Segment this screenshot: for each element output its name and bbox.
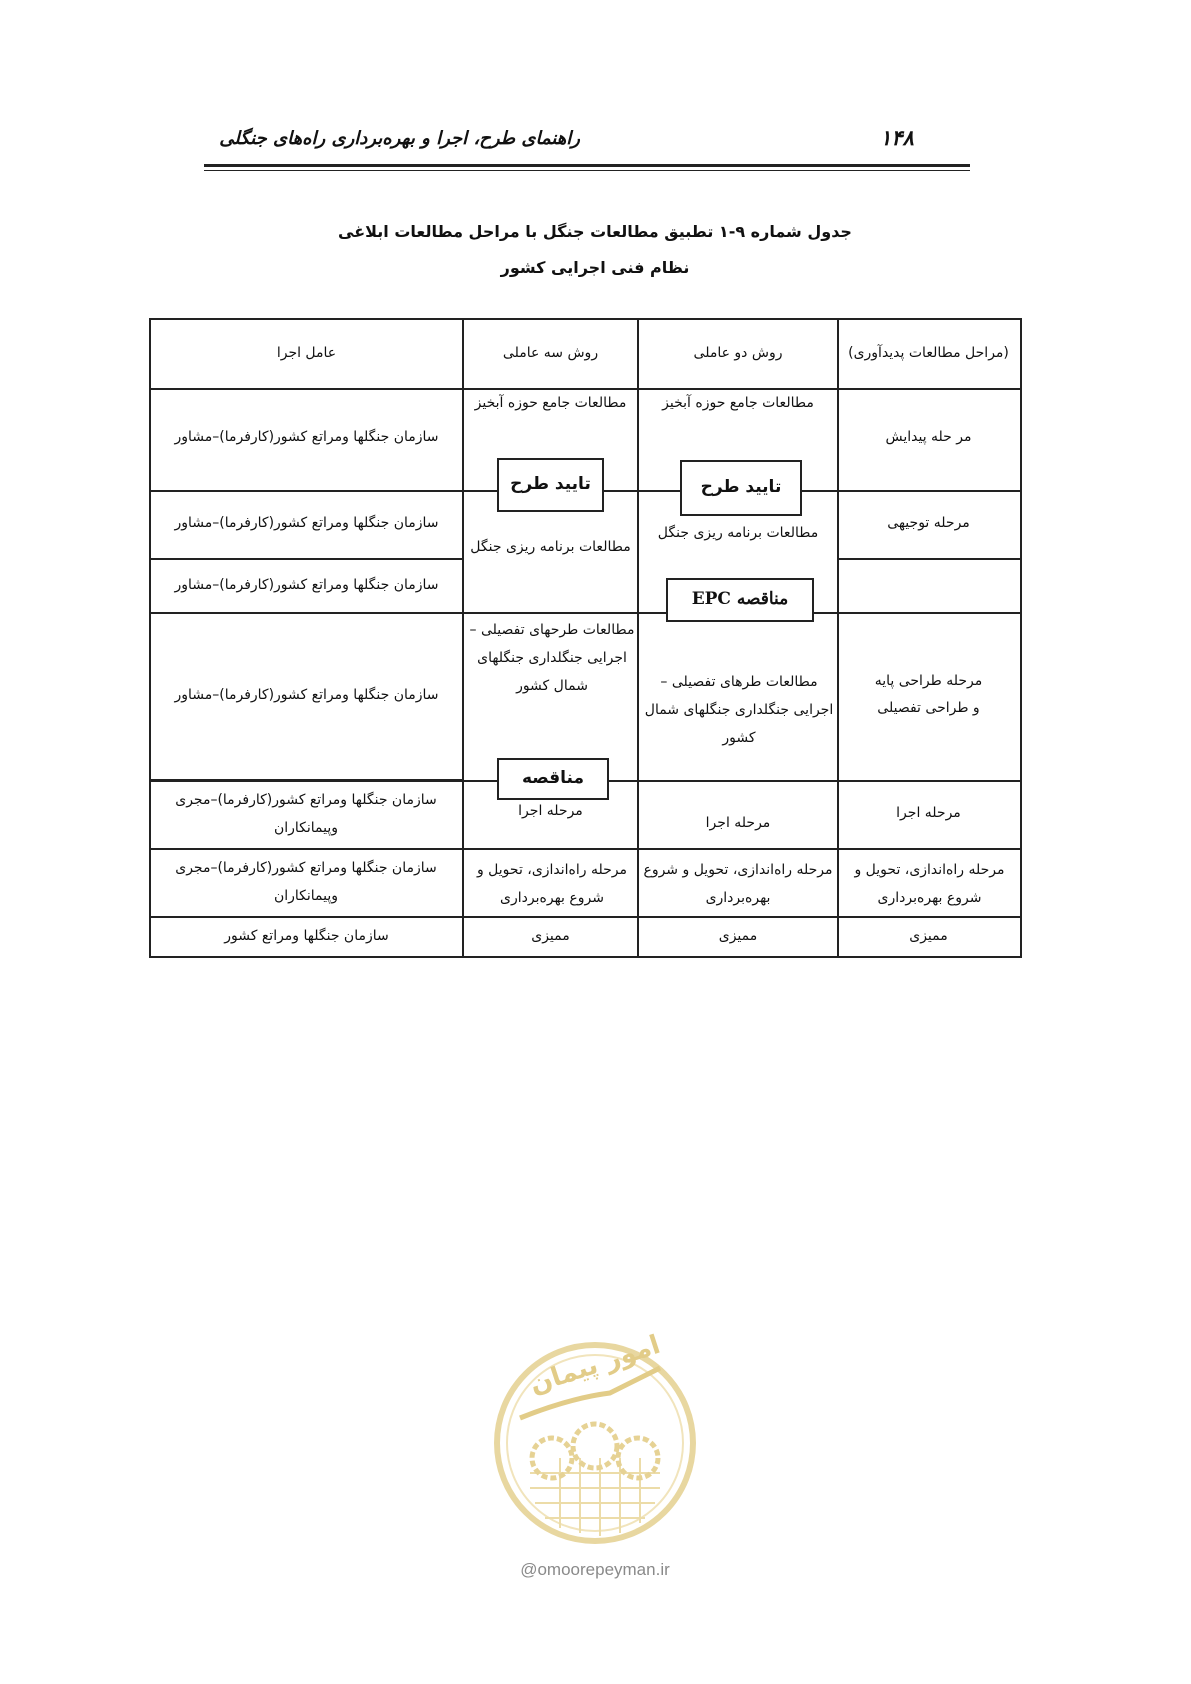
row-divider [151, 916, 1020, 918]
approve-plan-box-two-factor: تایید طرح [680, 460, 802, 516]
executor-row1: سازمان جنگلها ومراتع کشور(کارفرما)–مشاور [174, 429, 439, 445]
two-factor-launch: مرحله راه‌اندازی، تحویل و شروع بهره‌برداری [643, 862, 833, 906]
header-rule [204, 164, 970, 167]
stage-design-line1: مرحله طراحی پایه [874, 673, 983, 689]
tender-box: مناقصه [497, 758, 609, 800]
row-divider [837, 490, 1020, 492]
header-executor: عامل اجرا [276, 345, 337, 361]
row-divider [151, 848, 1020, 850]
three-factor-detailed: مطالعات طرحهای تفصیلی – اجرایی جنگلداری جنگلهای شمال کشور [469, 622, 635, 694]
executor-row7: سازمان جنگلها ومراتع کشور [224, 928, 389, 944]
row-divider [462, 490, 497, 492]
stage-audit: ممیزی [909, 928, 948, 944]
executor-row5: سازمان جنگلها ومراتع کشور(کارفرما)–مجری وپیمانکاران [175, 792, 437, 836]
three-factor-launch: مرحله راه‌اندازی، تحویل و شروع بهره‌برداری [476, 862, 628, 906]
table-caption-line1: جدول شماره ۹-۱ تطبیق مطالعات جنگل با مراحل مطالعات ابلاغی [338, 222, 852, 241]
row-divider [837, 558, 1020, 560]
executor-row3: سازمان جنگلها ومراتع کشور(کارفرما)–مشاور [174, 577, 439, 593]
two-factor-audit: ممیزی [718, 928, 758, 944]
three-factor-forest-planning: مطالعات برنامه ریزی جنگل [470, 539, 631, 555]
header-two-factor: روش دو عاملی [693, 345, 783, 361]
row-divider [604, 490, 680, 492]
row-divider [151, 612, 462, 614]
approve-plan-box-three-factor: تایید طرح [497, 458, 604, 512]
executor-row2: سازمان جنگلها ومراتع کشور(کارفرما)–مشاور [174, 515, 439, 531]
row-divider [151, 558, 462, 560]
row-divider [151, 779, 462, 781]
executor-row4: سازمان جنگلها ومراتع کشور(کارفرما)–مشاور [174, 687, 439, 703]
three-factor-audit: ممیزی [531, 928, 570, 944]
row-divider [802, 490, 837, 492]
stage-design-line2: و طراحی تفصیلی [877, 700, 980, 716]
stage-launch: مرحله راه‌اندازی، تحویل و شروع بهره‌برداری [854, 862, 1005, 906]
two-factor-execution: مرحله اجرا [705, 815, 771, 831]
stage-execution: مرحله اجرا [896, 805, 961, 821]
header-rule-thin [204, 170, 970, 171]
executor-row6: سازمان جنگلها ومراتع کشور(کارفرما)–مجری وپیمانکاران [175, 860, 437, 904]
epc-tender-box: مناقصه EPC [666, 578, 814, 622]
stage-emergence: مر حله پیدایش [885, 429, 972, 445]
running-header-title: راهنمای طرح، اجرا و بهره‌برداری راه‌های جنگلی [219, 128, 580, 149]
row-divider [151, 490, 462, 492]
page-number: ۱۴۸ [880, 126, 914, 150]
three-factor-execution: مرحله اجرا [518, 803, 583, 819]
table-caption-line2: نظام فنی اجرایی کشور [500, 258, 690, 277]
two-factor-detailed: مطالعات طرهای تفصیلی – اجرایی جنگلداری جنگلهای شمال کشور [644, 674, 834, 746]
two-factor-forest-planning: مطالعات برنامه ریزی جنگل [657, 525, 819, 541]
watermark-url: @omoorepeyman.ir [520, 1560, 670, 1579]
header-three-factor: روش سه عاملی [502, 345, 599, 361]
stage-justification: مرحله توجیهی [887, 515, 970, 531]
three-factor-watershed: مطالعات جامع حوزه آبخیز [474, 395, 627, 411]
watermark-logo-text: امور پیمان [526, 1329, 664, 1401]
header-stages: (مراحل مطالعات پدیدآوری) [848, 345, 1009, 361]
row-divider [837, 612, 1020, 614]
stages-table [149, 318, 1022, 958]
two-factor-watershed: مطالعات جامع حوزه آبخیز [662, 395, 814, 411]
